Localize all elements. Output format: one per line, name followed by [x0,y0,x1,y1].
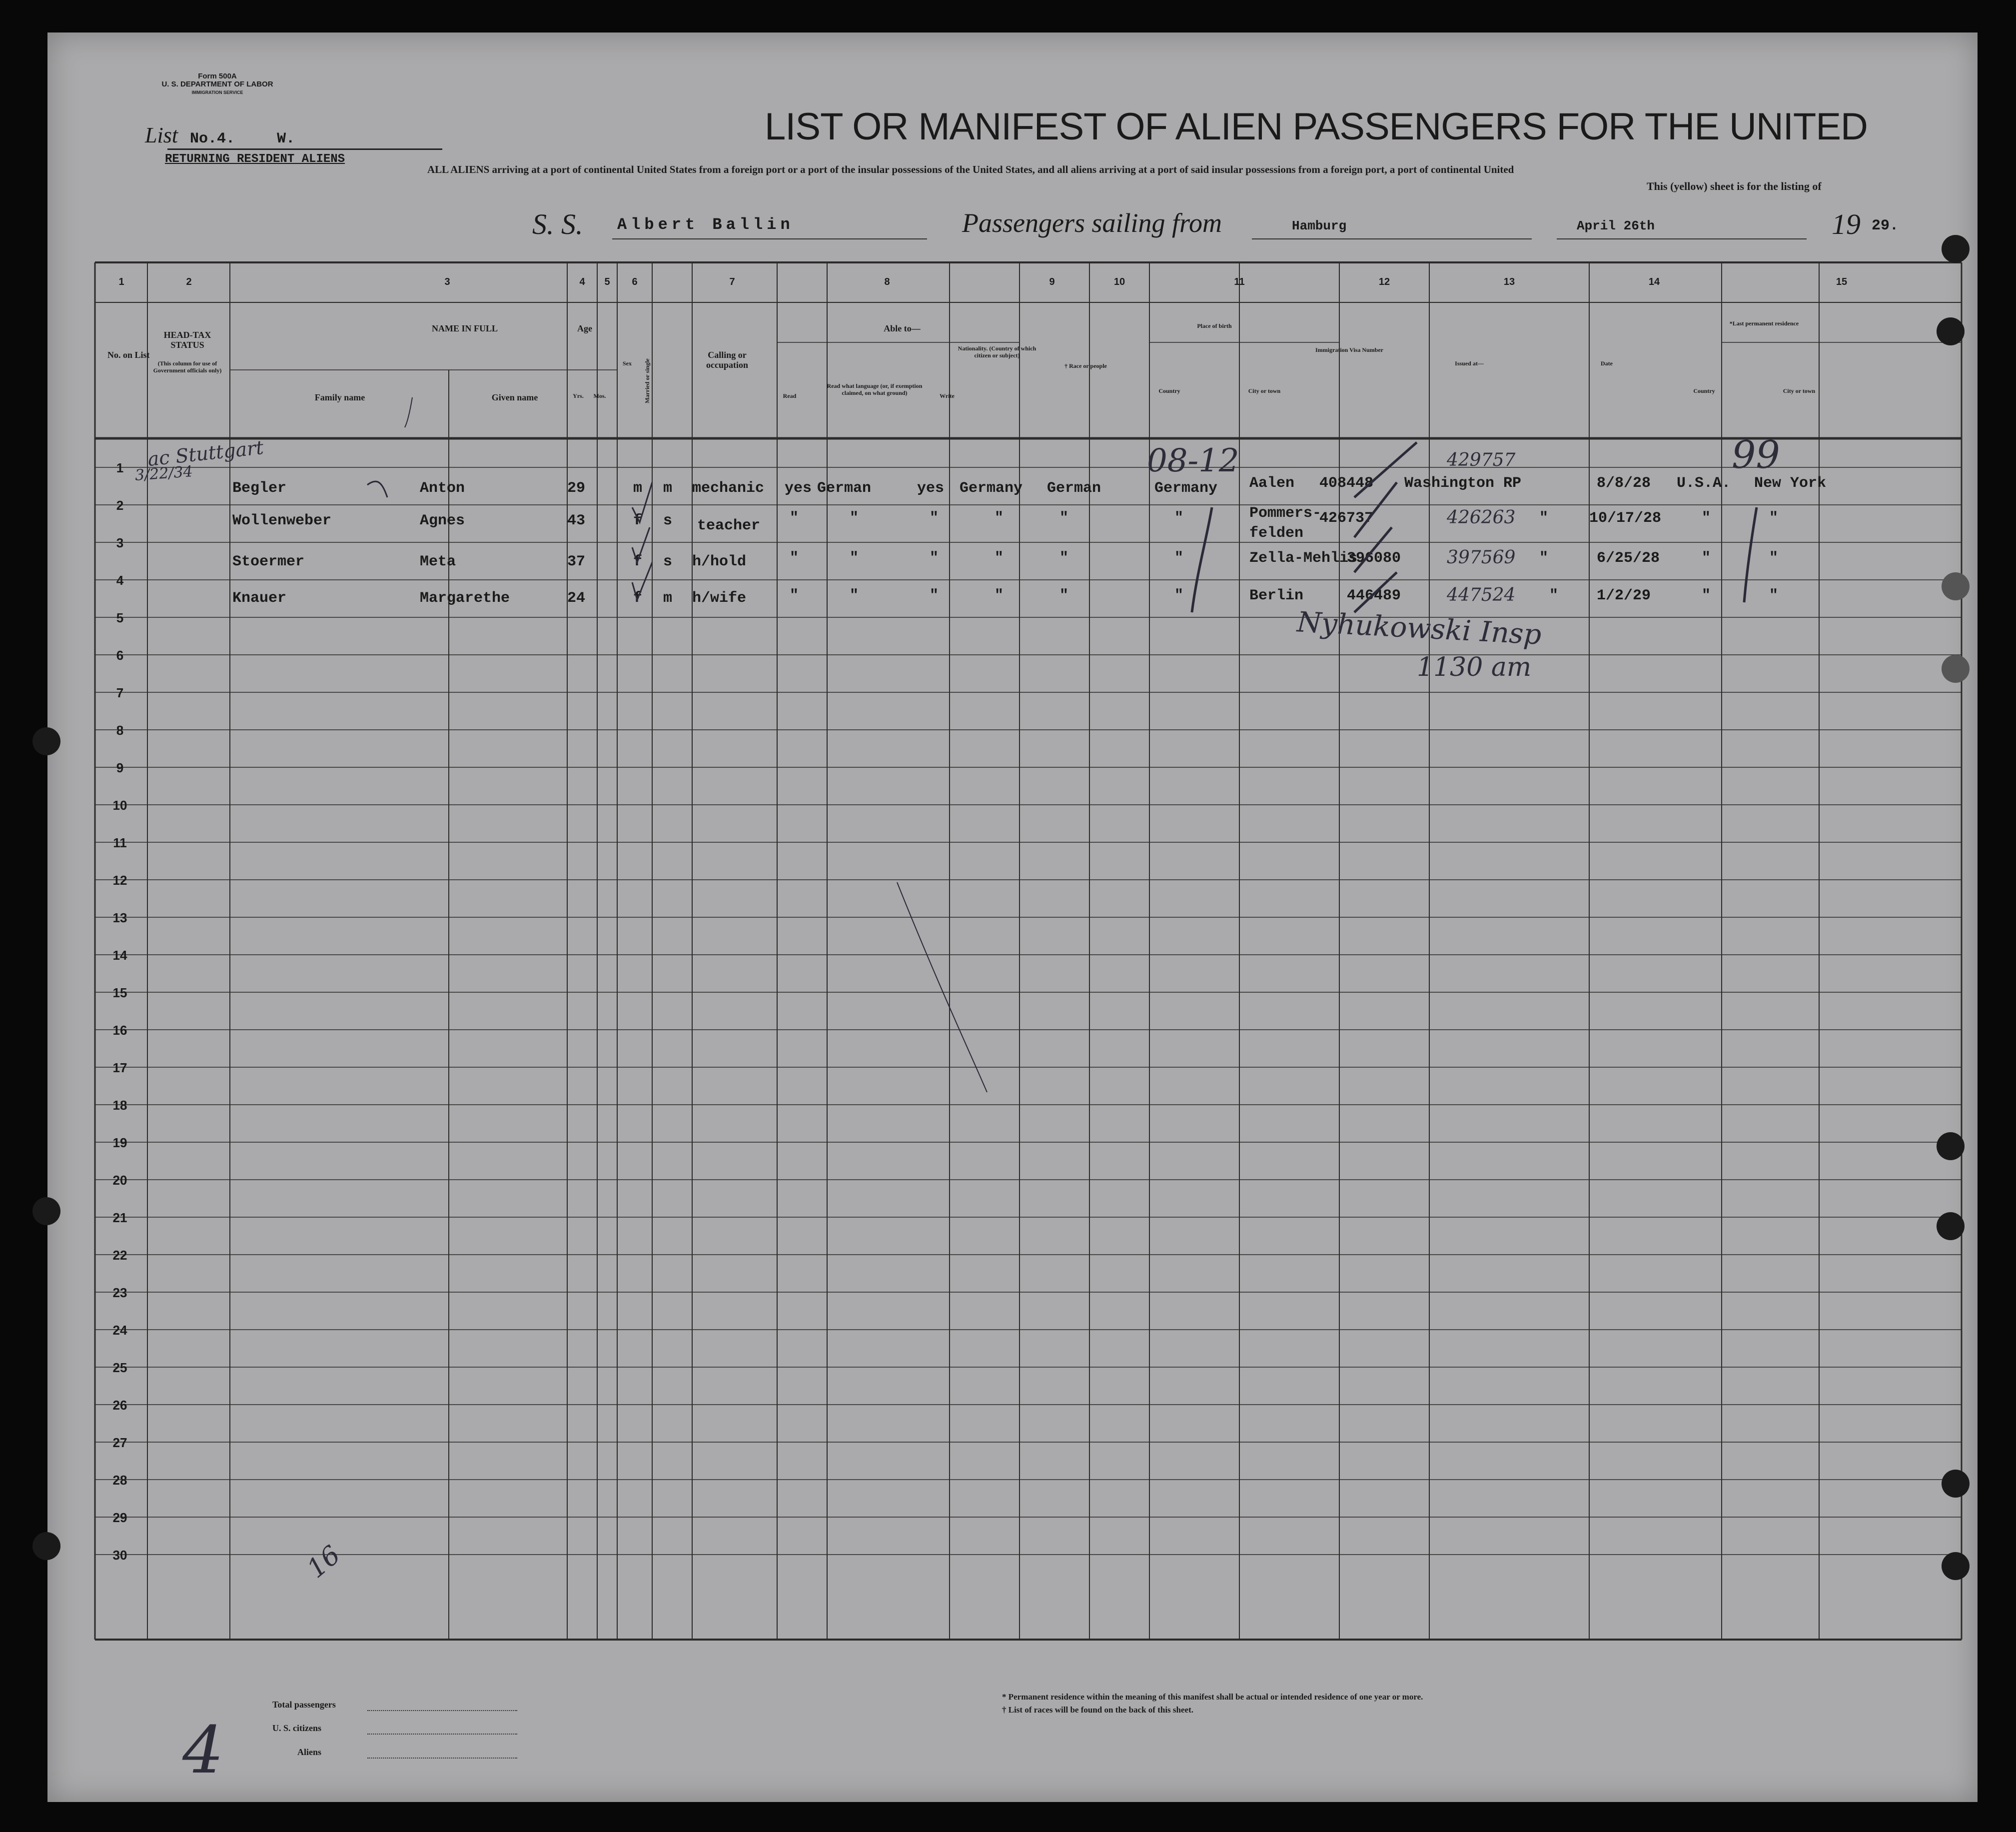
column-number: 1 [118,276,124,287]
occupation: mechanic [692,480,765,497]
sex: f [633,512,643,529]
column-number: 3 [444,276,450,287]
hdr-sex: Sex [623,360,632,367]
res-city: " [1769,587,1779,604]
row-number: 28 [112,1473,127,1488]
hdr-able-to: Able to— [884,323,921,333]
visa-slash [1354,572,1397,612]
sex: f [633,553,643,570]
language: " [850,550,859,567]
row-number: 6 [116,648,124,663]
row-number: 11 [113,835,127,850]
handwritten-margin-number: 16 [301,1540,346,1585]
check-mark [632,562,652,600]
hdr-married: Married or single [644,358,651,403]
check-mark [632,482,652,522]
handwritten-stuttgart: ac Stuttgart [146,436,265,471]
column-number: 9 [1049,276,1055,287]
occupation: teacher [697,517,761,534]
hdr-nationality: Nationality. (Country of which citizen or subject) [958,345,1036,359]
year-suffix: 29. [1872,217,1899,234]
footer-aliens-line [367,1758,517,1759]
family-name: Wollenweber [232,512,332,529]
row-number: 14 [112,948,127,963]
hdr-birth-city: City or town [1248,387,1281,394]
issued-at: " [1539,550,1549,567]
occupation: h/wife [692,590,747,607]
issue-date: 6/25/28 [1597,550,1660,567]
row-number: 16 [112,1023,127,1038]
given-name: Margarethe [420,590,510,607]
nationality: " [995,587,1004,604]
hdr-read-lang: Read what language (or, if exemption claimed, on what ground) [827,382,923,396]
country-ditto-stroke [1192,507,1212,612]
handwritten-visa-2: 426263 [1447,507,1516,528]
birth-country: Germany [1154,480,1218,497]
race: German [1047,480,1101,497]
row-number: 10 [112,798,127,813]
column-number: 6 [632,276,638,287]
issued-at: Washington RP [1404,475,1522,492]
hdr-family-name: Family name [314,392,365,402]
write: yes [917,480,945,497]
race: " [1059,587,1069,604]
hdr-write: Write [940,392,955,399]
row-number: 26 [112,1398,127,1413]
res-city: " [1769,510,1779,527]
write: " [930,587,939,604]
given-name: Agnes [420,512,465,529]
hdr-place-of-birth: Place of birth [1197,322,1232,329]
language: " [850,510,859,527]
race: " [1059,510,1069,527]
read: yes [785,480,812,497]
read: " [790,587,799,604]
sex: m [633,480,643,497]
handwritten-res-code: 99 [1732,432,1780,477]
res-city: New York [1754,475,1827,492]
given-name: Meta [420,553,456,570]
punch-hole [1937,317,1965,345]
row-number: 5 [116,610,124,625]
footer-aliens-label: Aliens [297,1747,322,1757]
pen-mark [367,481,387,497]
hdr-res-city: City or town [1783,387,1816,394]
footer-total-line [367,1710,517,1711]
hdr-yrs: Yrs. [573,392,584,399]
birth-city: Pommers- [1249,505,1322,522]
issue-date: 8/8/28 [1597,475,1651,492]
punch-hole [32,727,60,755]
visa-number: 426737 [1319,510,1374,527]
row-number: 18 [112,1098,127,1113]
hdr-head-tax: HEAD-TAX STATUS [163,330,211,350]
birth-city: Berlin [1249,587,1304,604]
hdr-given-name: Given name [491,392,538,402]
row-number: 2 [116,498,124,513]
age: 37 [567,553,586,570]
row-number: 30 [112,1548,127,1563]
ss-label: S. S. [532,208,583,240]
row-number: 1 [116,460,124,475]
form-number: Form 500A [198,72,237,80]
res-country: " [1702,550,1711,567]
row-number: 9 [116,760,124,775]
row-number: 19 [112,1135,127,1150]
footer-total-label: Total passengers [272,1700,336,1710]
issued-at: " [1549,587,1559,604]
visa-number: 408448 [1319,475,1374,492]
row-number: 20 [112,1173,127,1188]
year-prefix: 19 [1832,208,1861,240]
column-number: 7 [729,276,735,287]
check-mark [632,527,650,562]
res-city: " [1769,550,1779,567]
issued-at: " [1539,510,1549,527]
footer-note-races: † List of races will be found on the back of this sheet. [1002,1705,1193,1715]
subtitle-line2: This (yellow) sheet is for the listing of [1647,180,1822,192]
hdr-res-country: Country [1693,387,1715,394]
list-category: RETURNING RESIDENT ALIENS [165,152,345,166]
married: s [663,512,673,529]
punch-hole [32,1197,60,1225]
row-number: 29 [112,1510,127,1525]
hdr-mos: Mos. [593,392,606,399]
hdr-head-tax-note: (This column for use of Government officials only) [153,360,222,374]
column-number: 12 [1378,276,1390,287]
department: U. S. DEPARTMENT OF LABOR [161,80,273,88]
family-name: Knauer [232,590,287,607]
sail-date: April 26th [1577,218,1655,233]
age: 24 [567,590,586,607]
ship-name: Albert Ballin [617,215,794,234]
row-number: 7 [116,685,124,700]
column-number: 10 [1113,276,1125,287]
punch-hole [1942,1552,1970,1580]
column-number: 14 [1648,276,1660,287]
hdr-read: Read [783,392,797,399]
row-number: 22 [112,1248,127,1263]
footer-citizens-line [367,1734,517,1735]
hdr-last-residence: *Last permanent residence [1729,320,1799,327]
visa-number: 396080 [1347,550,1401,567]
visa-slash [1354,442,1417,497]
occupation: h/hold [692,553,747,570]
birth-city: Zella-Mehlis [1249,550,1358,567]
punch-hole [1937,1212,1965,1240]
column-number: 8 [884,276,890,287]
birth-country: " [1174,587,1184,604]
issue-date: 1/2/29 [1597,587,1651,604]
row-number: 3 [116,535,124,550]
list-number: No.4. [190,130,235,147]
family-name: Stoermer [232,553,305,570]
hdr-date: Date [1601,360,1613,367]
married: m [663,590,673,607]
row-number: 17 [112,1060,127,1075]
row-number: 21 [112,1210,127,1225]
hdr-visa: Immigration Visa Number [1315,346,1383,353]
issue-date: 10/17/28 [1589,510,1662,527]
res-country: " [1702,510,1711,527]
handwritten-time: 1130 am [1417,652,1532,682]
hdr-birth-country: Country [1158,387,1180,394]
language: " [850,587,859,604]
write: " [930,550,939,567]
married: m [663,480,673,497]
page-title: LIST OR MANIFEST OF ALIEN PASSENGERS FOR THE UNITED [765,105,1868,148]
handwritten-visa-4: 447524 [1447,585,1516,605]
row-number: 4 [116,573,124,588]
manifest-sheet [47,32,1978,1802]
res-country: U.S.A. [1677,475,1731,492]
punch-hole [32,1532,60,1560]
hdr-issued-at: Issued at— [1455,360,1484,367]
footer-note-residence: * Permanent residence within the meaning of this manifest shall be actual or intended residence of one year or more. [1002,1692,1423,1702]
nationality: Germany [960,480,1023,497]
age: 29 [567,480,586,497]
birth-country: " [1174,510,1184,527]
pen-mark [405,397,412,427]
row-number: 15 [112,985,127,1000]
row-number: 25 [112,1360,127,1375]
punch-hole [1937,1132,1965,1160]
sailing-label: Passengers sailing from [962,208,1222,238]
handwritten-visa-1: 429757 [1447,450,1516,470]
handwritten-visa-3: 397569 [1447,547,1516,568]
sex: f [633,590,643,607]
row-number: 8 [116,723,124,738]
punch-hole [1942,1470,1970,1498]
pen-mark [897,882,987,1092]
list-label: List [145,123,178,147]
handwritten-total-mark: 4 [182,1712,224,1788]
column-number: 4 [579,276,585,287]
column-number: 5 [604,276,610,287]
language: German [817,480,872,497]
write: " [930,510,939,527]
column-number: 13 [1503,276,1515,287]
race: " [1059,550,1069,567]
handwritten-country-code: 08-12 [1147,442,1239,479]
res-country: " [1702,587,1711,604]
visa-number: 446489 [1347,587,1401,604]
hdr-calling: Calling or occupation [706,350,748,370]
row-number: 24 [112,1323,127,1338]
nationality: " [995,510,1004,527]
hdr-age: Age [577,323,592,333]
column-number: 11 [1234,276,1245,287]
birth-city-cont: felden [1249,525,1304,542]
nationality: " [995,550,1004,567]
handwritten-stuttgart-date: 3/22/34 [134,463,193,484]
punch-hole [1942,572,1970,600]
column-number: 15 [1836,276,1848,287]
punch-hole [1942,655,1970,683]
hdr-race: † Race or people [1064,362,1107,369]
family-name: Begler [232,480,287,497]
row-number: 27 [112,1435,127,1450]
row-number: 12 [112,873,127,888]
handwritten-signature: Nyhukowski Insp [1296,606,1542,651]
service: IMMIGRATION SERVICE [191,90,243,95]
handwritten-strokes [47,32,1978,1802]
row-number: 23 [112,1285,127,1300]
birth-city: Aalen [1249,475,1295,492]
subtitle-line1: ALL ALIENS arriving at a port of continental United States from a foreign port or a port of the insular possessions of the United States, and all aliens arriving at a port of said insular possessions from a foreign port, a port of continental United [427,163,1514,175]
hdr-name-in-full: NAME IN FULL [431,323,498,333]
residence-ditto-stroke [1744,507,1757,602]
given-name: Anton [420,480,465,497]
visa-slash [1354,527,1392,572]
read: " [790,550,799,567]
age: 43 [567,512,586,529]
column-number: 2 [186,276,192,287]
birth-country: " [1174,550,1184,567]
footer-citizens-label: U. S. citizens [272,1723,321,1733]
port: Hamburg [1292,218,1347,233]
list-letter: W. [277,130,295,147]
married: s [663,553,673,570]
row-number: 13 [112,910,127,925]
punch-hole [1942,235,1970,263]
read: " [790,510,799,527]
hdr-no-on-list: No. on List [107,350,150,360]
